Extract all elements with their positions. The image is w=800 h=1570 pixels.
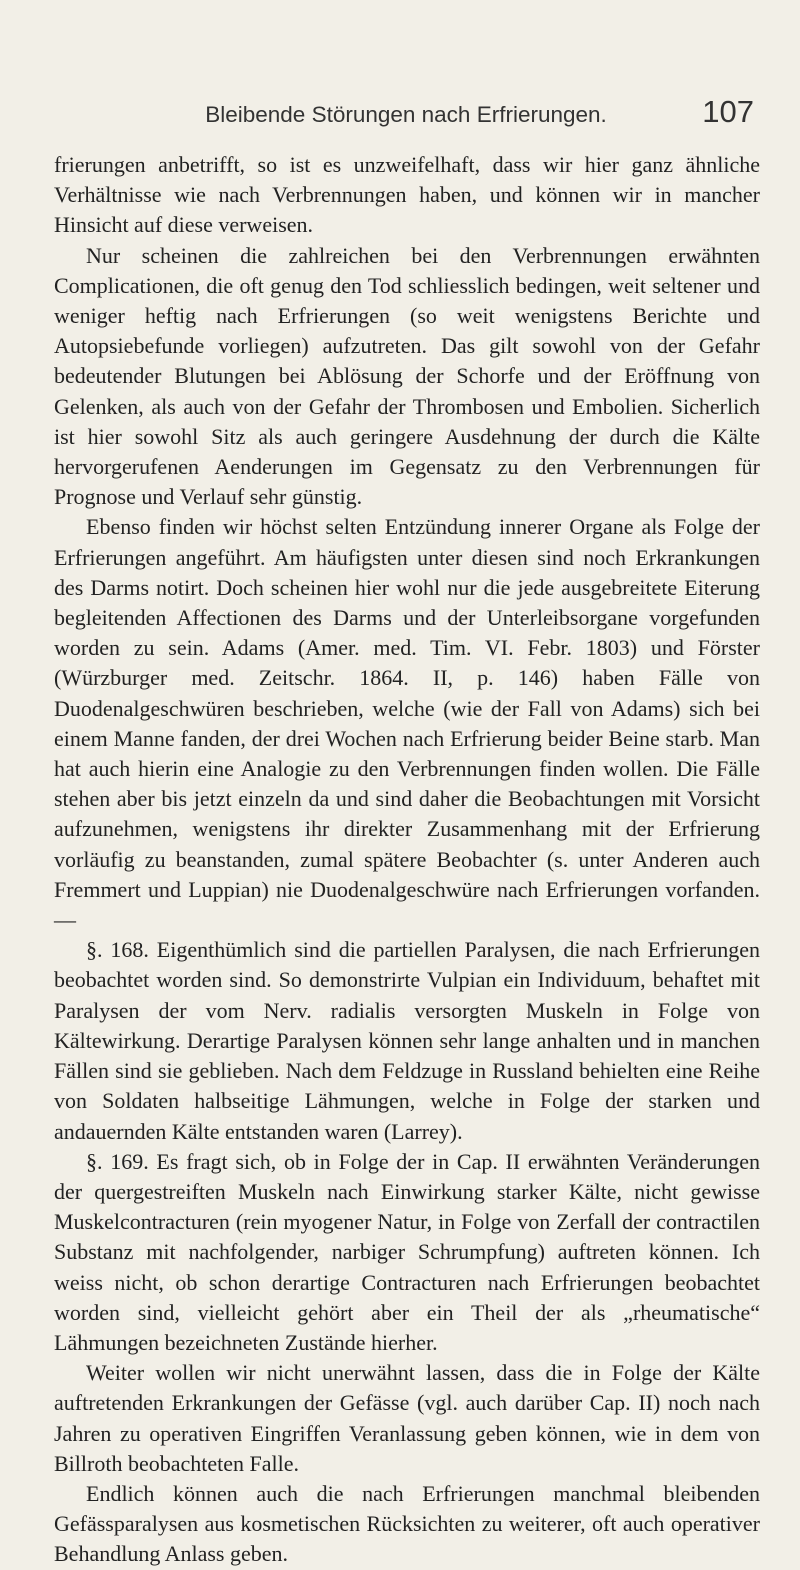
header-title: Bleibende Störungen nach Erfrierungen. xyxy=(205,102,607,127)
paragraph-section-169: §. 169. Es fragt sich, ob in Folge der in Cap. II erwähnten Veränderungen der quergestreiften Muskeln nach Einwirkung starker Kälte, nicht gewisse Muskelcontracturen (rein myogener Natur, in Folge von Zerfall der contractilen Substanz mit nachfolgender, narbiger Schrumpfung) auftreten können. Ich weiss nicht, ob schon derartige Contracturen nach Erfrierungen beobachtet worden sind, vielleicht gehört aber ein Theil der als „rheumatische“ Lähmungen bezeichneten Zustände hierher. xyxy=(54,1148,760,1355)
paragraph-section-168: §. 168. Eigenthümlich sind die partiellen Paralysen, die nach Erfrierungen beobachtet worden sind. So demonstrirte Vulpian ein Individuum, behaftet mit Paralysen der vom Nerv. radialis versorgten Muskeln in Folge von Kältewirkung. Derartige Paralysen können sehr lange anhalten und in manchen Fällen sind sie geblieben. Nach dem Feldzuge in Russland behielten eine Reihe von Soldaten halbseitige Lähmungen, welche in Folge der starken und andauernden Kälte entstanden waren (Larrey). xyxy=(54,937,760,1144)
page-number: 107 xyxy=(702,94,754,129)
paragraph-7: Endlich können auch die nach Erfrierungen manchmal bleibenden Gefässparalysen aus kosmetischen Rücksichten zu weiterer, oft auch operativer Behandlung Anlass geben. xyxy=(54,1480,760,1567)
body-text xyxy=(54,150,760,1570)
paragraph-1: frierungen anbetrifft, so ist es unzweifelhaft, dass wir hier ganz ähnliche Verhältnisse wie nach Verbrennungen haben, und können wir in mancher Hinsicht auf diese verweisen. xyxy=(54,152,760,238)
paragraph-2: Nur scheinen die zahlreichen bei den Verbrennungen erwähnten Complicationen, die oft genug den Tod schliesslich bedingen, weit seltener und weniger heftig nach Erfrierungen (so weit wenigstens Berichte und Autopsiebefunde vorliegen) aufzutreten. Das gilt sowohl von der Gefahr bedeutender Blutungen bei Ablösung der Schorfe und der Eröffnung von Gelenken, als auch von der Gefahr der Thrombosen und Embolien. Sicherlich ist hier sowohl Sitz als auch geringere Ausdehnung der durch die Kälte hervorgerufenen Aenderungen im Gegensatz zu den Verbrennungen für Prognose und Verlauf sehr günstig. xyxy=(54,242,760,510)
paragraph-3: Ebenso finden wir höchst selten Entzündung innerer Organe als Folge der Erfrierungen angeführt. Am häufigsten unter diesen sind noch Erkrankungen des Darms notirt. Doch scheinen hier wohl nur die jede ausgebreitete Eiterung begleitenden Affectionen des Darms und der Unterleibsorgane vorgefunden worden zu sein. Adams (Amer. med. Tim. VI. Febr. 1803) und Förster (Würzburger med. Zeitschr. 1864. II, p. 146) haben Fälle von Duodenalgeschwüren beschrieben, welche (wie der Fall von Adams) sich bei einem Manne fanden, der drei Wochen nach Erfrierung beider Beine starb. Man hat auch hierin eine Analogie zu den Verbrennungen finden wollen. Die Fälle stehen aber bis jetzt einzeln da und sind daher die Beobachtungen mit Vorsicht aufzunehmen, wenigstens ihr direkter Zusammenhang mit der Erfrierung vorläufig zu beanstanden, zumal spätere Beobachter (s. unter Anderen auch Fremmert und Luppian) nie Duodenalgeschwüre nach Erfrierungen vorfanden. — xyxy=(54,514,760,933)
paragraph-6: Weiter wollen wir nicht unerwähnt lassen, dass die in Folge der Kälte auftretenden Erkrankungen der Gefässe (vgl. auch darüber Cap. II) noch nach Jahren zu operativen Eingriffen Veranlassung geben können, wie in dem von Billroth beobachteten Falle. xyxy=(54,1360,760,1476)
running-header xyxy=(52,92,760,142)
